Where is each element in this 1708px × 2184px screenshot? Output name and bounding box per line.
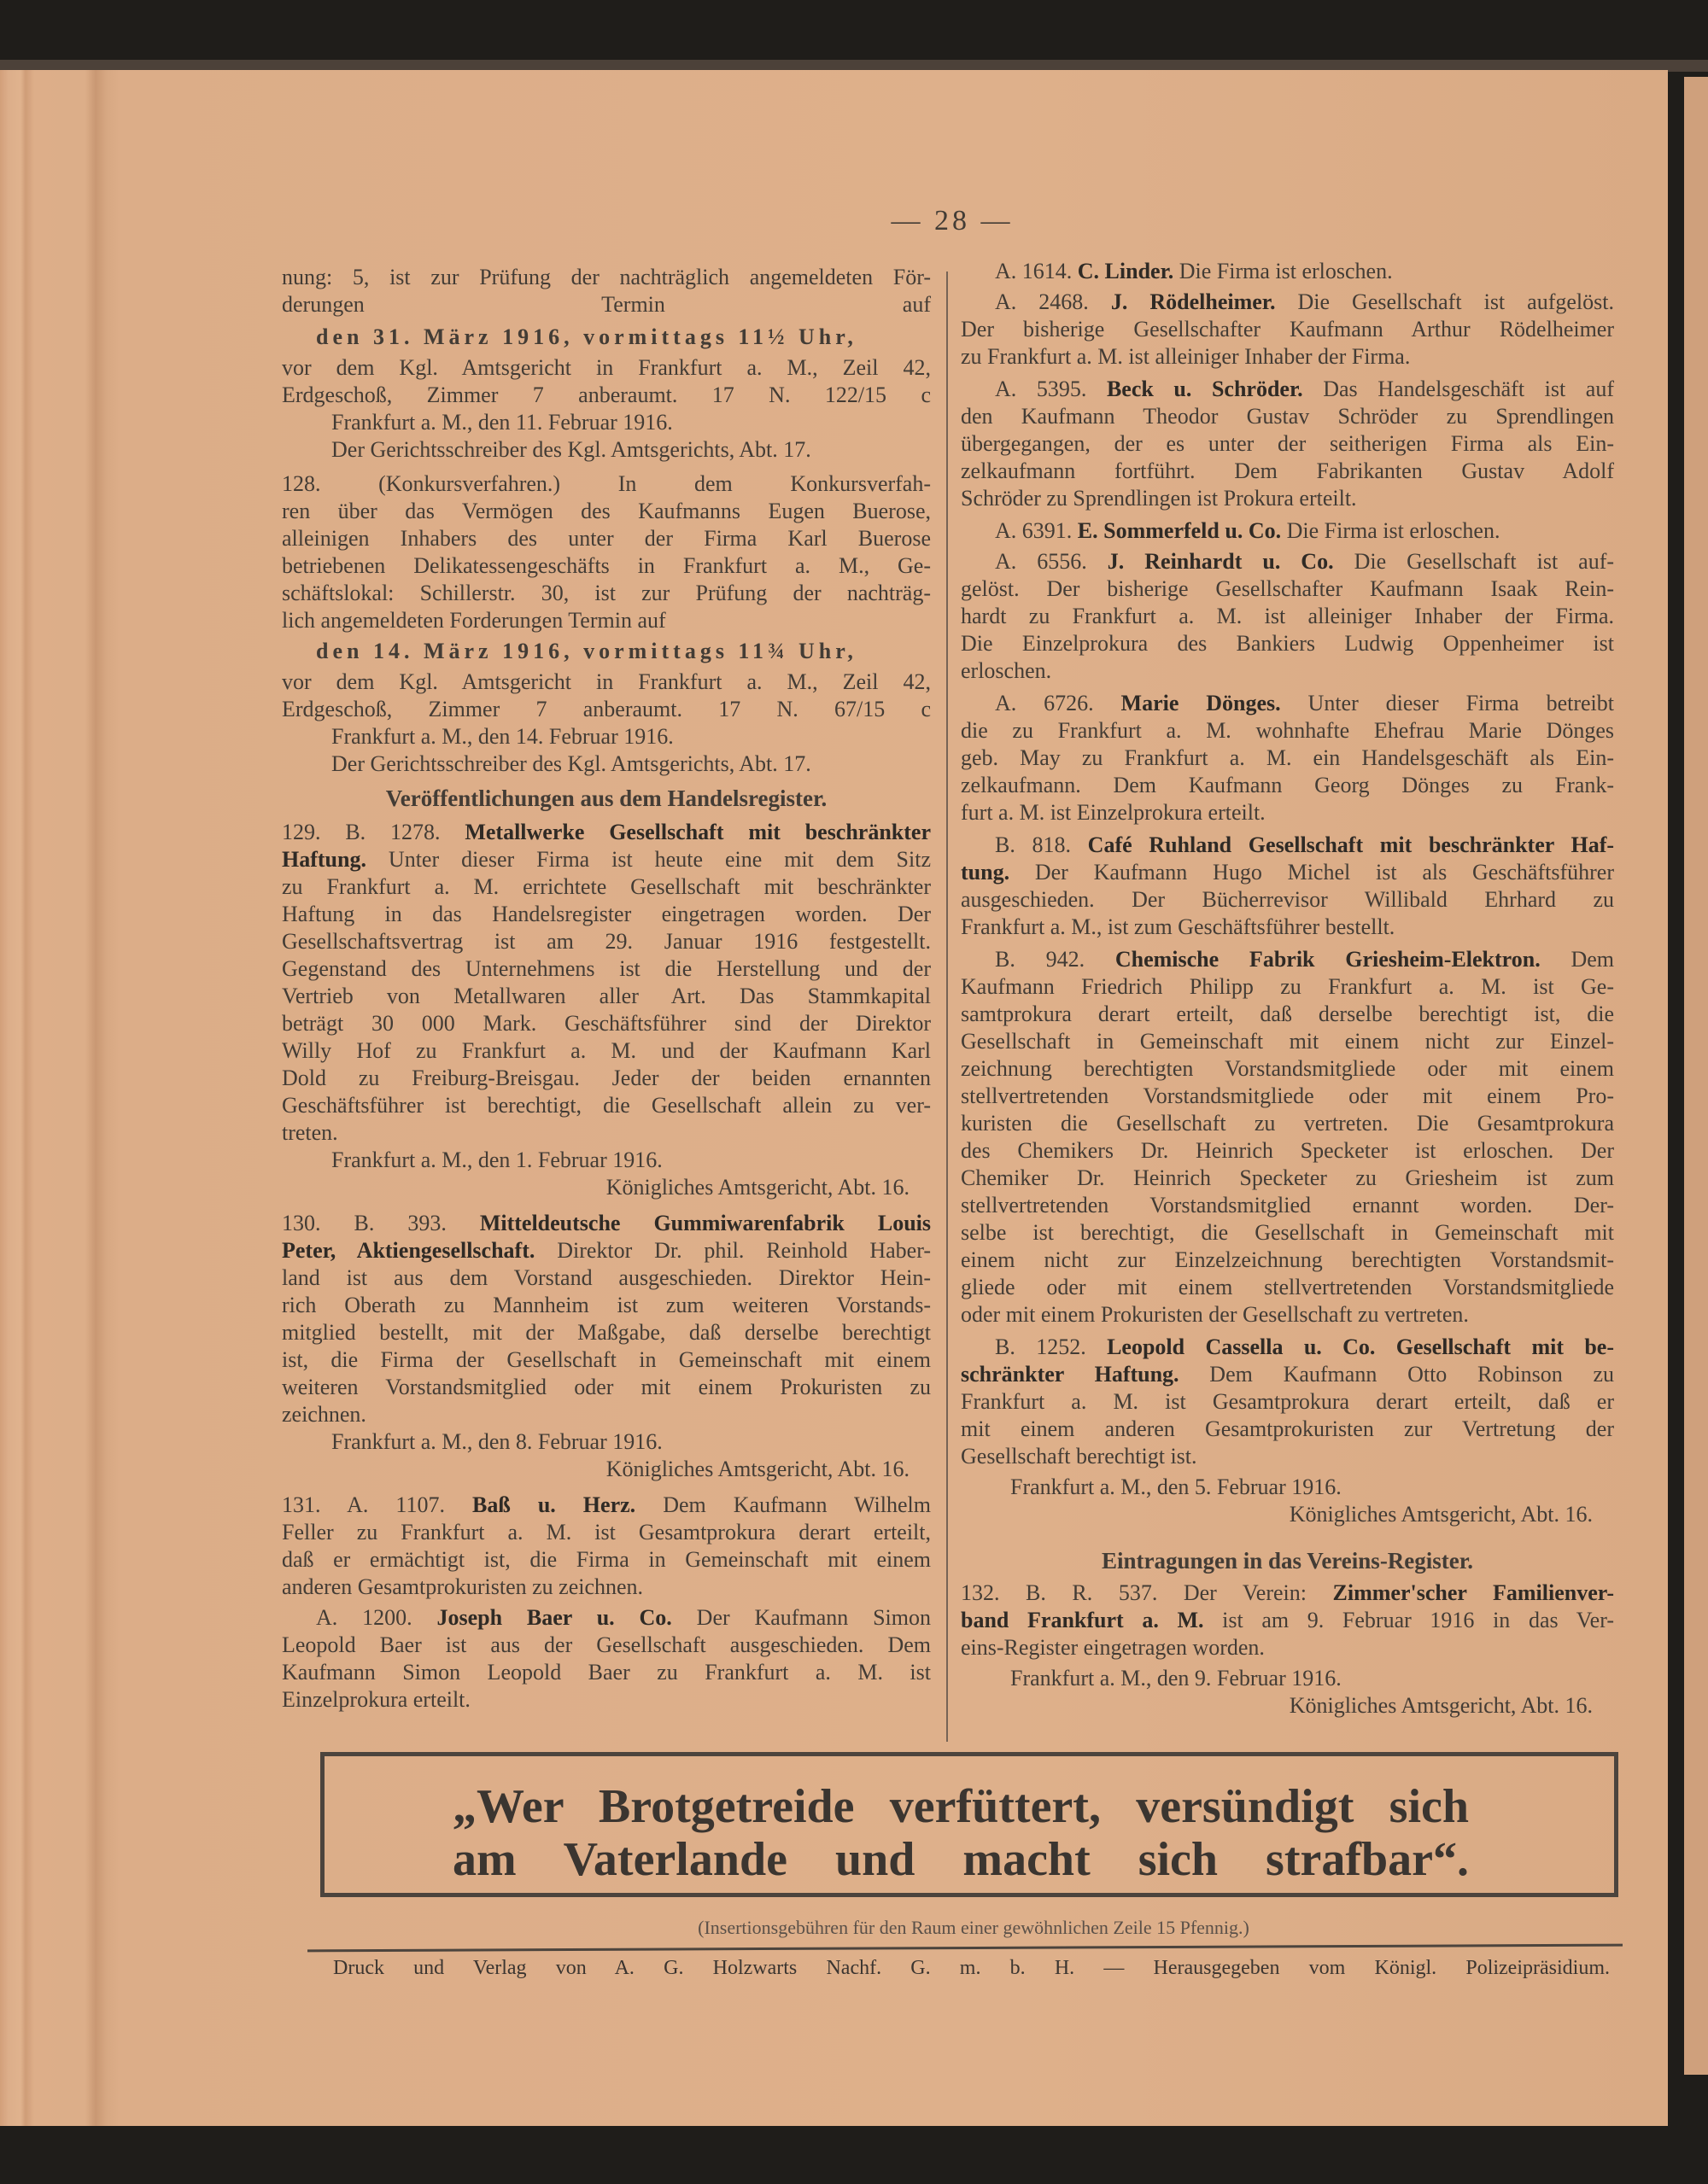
imprint: Druck und Verlag von A. G. Holzwarts Nachf. G. m. b. H. — Herausgegeben vom Königl. Polizeipräsidium. bbox=[333, 1957, 1610, 1979]
text-line bbox=[961, 548, 1614, 575]
text-line: furt a. M. ist Einzelprokura erteilt. bbox=[961, 800, 1266, 825]
text-span: Das Handelsgeschäft ist auf bbox=[1302, 377, 1614, 401]
text-span: 131. A. 1107. bbox=[282, 1492, 472, 1517]
text-line bbox=[961, 258, 1614, 285]
text-span: A. 2468. bbox=[995, 289, 1111, 314]
left-column bbox=[282, 264, 931, 1714]
page-number: — 28 — bbox=[891, 205, 1014, 237]
text-span: B. 942. bbox=[995, 947, 1115, 972]
text-line: selbe ist berechtigt, die Gesellschaft in Gemeinschaft mit bbox=[961, 1220, 1614, 1245]
text-line bbox=[961, 1334, 1614, 1361]
text-line: treten. bbox=[282, 1120, 338, 1145]
notice-131 bbox=[282, 1492, 931, 1601]
text-line: den Kaufmann Theodor Gustav Schröder zu Sprendlingen bbox=[961, 404, 1614, 429]
notice-entry bbox=[961, 258, 1614, 285]
notice-132 bbox=[961, 1580, 1614, 1661]
firm-name: Joseph Baer u. Co. bbox=[436, 1605, 672, 1630]
text-line bbox=[961, 946, 1614, 973]
text-line: Gesellschaftsvertrag ist am 29. Januar 1916 festgestellt. bbox=[282, 929, 931, 954]
firm-name: E. Sommerfeld u. Co. bbox=[1077, 518, 1282, 543]
firm-name: Chemische Fabrik Griesheim-Elektron. bbox=[1114, 947, 1541, 972]
text-span: Der Kaufmann Simon bbox=[671, 1605, 931, 1630]
notice-line-2: am Vaterlande und macht sich strafbar“. bbox=[453, 1833, 1469, 1886]
text-line: Frankfurt a. M., den 8. Februar 1916. bbox=[331, 1429, 663, 1454]
text-line: Der Gerichtsschreiber des Kgl. Amtsgerichts, Abt. 17. bbox=[331, 751, 811, 776]
firm-name: Peter, Aktiengesellschaft. bbox=[282, 1238, 535, 1263]
text-span: Direktor Dr. phil. Reinhold Haber- bbox=[535, 1238, 931, 1263]
text-line: Die Einzelprokura des Bankiers Ludwig Oppenheimer ist bbox=[961, 631, 1614, 656]
text-line bbox=[961, 376, 1614, 403]
signature bbox=[961, 1692, 1614, 1720]
notice-entry bbox=[961, 832, 1614, 941]
text-span: A. 5395. bbox=[995, 377, 1107, 401]
text-line: vor dem Kgl. Amtsgericht in Frankfurt a. M., Zeil 42, bbox=[282, 669, 931, 694]
firm-name: Haftung. bbox=[282, 847, 366, 872]
text-line bbox=[961, 517, 1614, 545]
text-line: erloschen. bbox=[961, 658, 1052, 683]
text-span: Die Gesellschaft ist auf- bbox=[1333, 549, 1615, 574]
firm-name: band Frankfurt a. M. bbox=[961, 1608, 1204, 1632]
text-line bbox=[282, 1210, 931, 1237]
firm-name: Zimmer'scher Familienver- bbox=[1332, 1580, 1614, 1605]
text-line: Erdgeschoß, Zimmer 7 anberaumt. 17 N. 67/15 c bbox=[282, 697, 931, 721]
text-line: des Chemikers Dr. Heinrich Specketer ist erloschen. Der bbox=[961, 1138, 1614, 1163]
text-line: weiteren Vorstandsmitglied oder mit einem Prokuristen zu bbox=[282, 1375, 931, 1399]
text-line: Gesellschaft in Gemeinschaft mit einem nicht zur Einzel- bbox=[961, 1029, 1614, 1054]
column-divider bbox=[946, 272, 948, 1742]
notice-130 bbox=[282, 1210, 931, 1428]
text-line bbox=[282, 1237, 931, 1264]
text-line: Der bisherige Gesellschafter Kaufmann Arthur Rödelheimer bbox=[961, 317, 1614, 342]
section-heading bbox=[961, 1547, 1614, 1574]
notice-entry bbox=[961, 946, 1614, 1329]
text-line bbox=[282, 1604, 931, 1632]
text-line: Willy Hof zu Frankfurt a. M. und der Kaufmann Karl bbox=[282, 1038, 931, 1063]
notice-entry bbox=[961, 289, 1614, 371]
notice-entry bbox=[961, 517, 1614, 545]
text-line: ausgeschieden. Der Bücherrevisor Willibald Ehrhard zu bbox=[961, 887, 1614, 912]
notice-128 bbox=[282, 470, 931, 634]
text-line: Vertrieb von Metallwaren aller Art. Das Stammkapital bbox=[282, 984, 931, 1008]
text-line: Gesellschaft berechtigt ist. bbox=[961, 1444, 1197, 1469]
text-line: Erdgeschoß, Zimmer 7 anberaumt. 17 N. 122/15 c bbox=[282, 382, 931, 407]
text-line: Einzelprokura erteilt. bbox=[282, 1687, 471, 1712]
text-line: mitglied bestellt, mit der Maßgabe, daß derselbe berechtigt bbox=[282, 1320, 931, 1345]
text-span: Der Kaufmann Hugo Michel ist als Geschäftsführer bbox=[1009, 860, 1614, 885]
text-line bbox=[961, 832, 1614, 859]
text-line: Kaufmann Simon Leopold Baer zu Frankfurt a. M. ist bbox=[282, 1660, 931, 1685]
text-span: Dem Kaufmann Wilhelm bbox=[635, 1492, 931, 1517]
text-line: nung: 5, ist zur Prüfung der nachträglich angemeldeten För- bbox=[282, 265, 931, 289]
text-line: betriebenen Delikatessengeschäfts in Frankfurt a. M., Ge- bbox=[282, 553, 931, 578]
text-line: Eintragungen in das Vereins-Register. bbox=[1101, 1548, 1474, 1574]
text-span: Dem Kaufmann Otto Robinson zu bbox=[1179, 1362, 1614, 1387]
dateline bbox=[282, 1147, 931, 1174]
text-span: A. 6556. bbox=[995, 549, 1108, 574]
text-line: rich Oberath zu Mannheim ist zum weiteren Vorstands- bbox=[282, 1293, 931, 1317]
text-line: Frankfurt a. M., ist zum Geschäftsführer bestellt. bbox=[961, 914, 1395, 939]
text-line: oder mit einem Prokuristen der Gesellschaft zu vertreten. bbox=[961, 1302, 1469, 1327]
text-span: A. 6726. bbox=[995, 691, 1121, 715]
signature bbox=[282, 1456, 931, 1483]
signature bbox=[282, 750, 931, 778]
text-line: gelöst. Der bisherige Gesellschafter Kaufmann Isaak Rein- bbox=[961, 576, 1614, 601]
signature bbox=[282, 436, 931, 464]
text-line: zeichnung berechtigten Vorstandsmitgliede oder mit einem bbox=[961, 1056, 1614, 1081]
text-line: schäftslokal: Schillerstr. 30, ist zur Prüfung der nachträg- bbox=[282, 581, 931, 605]
notice-129 bbox=[282, 819, 931, 1147]
text-span: B. 1252. bbox=[995, 1334, 1108, 1359]
text-line: Frankfurt a. M., den 5. Februar 1916. bbox=[1010, 1474, 1342, 1499]
firm-name: C. Linder. bbox=[1077, 259, 1174, 283]
text-span: A. 6391. bbox=[995, 518, 1078, 543]
text-line bbox=[961, 289, 1614, 316]
next-page-edge bbox=[1684, 77, 1708, 2075]
text-line: kuristen die Gesellschaft zu vertreten. Die Gesamtprokura bbox=[961, 1111, 1614, 1136]
section-heading bbox=[282, 785, 931, 812]
notice-entry bbox=[961, 690, 1614, 826]
text-line: Dold zu Freiburg-Breisgau. Jeder der beiden ernannten bbox=[282, 1066, 931, 1090]
text-line: Der Gerichtsschreiber des Kgl. Amtsgerichts, Abt. 17. bbox=[331, 437, 811, 462]
text-line: Königliches Amtsgericht, Abt. 16. bbox=[605, 1457, 910, 1481]
firm-name: Café Ruhland Gesellschaft mit beschränkter Haf- bbox=[1087, 832, 1615, 857]
text-line: zelkaufmann. Dem Kaufmann Georg Dönges zu Frank- bbox=[961, 773, 1614, 797]
text-line: zu Frankfurt a. M. ist alleiniger Inhaber der Firma. bbox=[961, 344, 1411, 369]
text-line: land ist aus dem Vorstand ausgeschieden. Direktor Hein- bbox=[282, 1265, 931, 1290]
notice-entry bbox=[961, 1334, 1614, 1470]
text-line: Frankfurt a. M., den 14. Februar 1916. bbox=[331, 724, 674, 749]
notice-entry bbox=[961, 376, 1614, 512]
text-span: Unter dieser Firma betreibt bbox=[1280, 691, 1614, 715]
text-line: übergegangen, der es unter der seitherigen Firma als Ein- bbox=[961, 431, 1614, 456]
dateline bbox=[961, 1474, 1614, 1501]
firm-name: tung. bbox=[961, 860, 1010, 885]
text-line: einem nicht zur Einzelzeichnung berechtigten Vorstandsmit- bbox=[961, 1247, 1614, 1272]
text-line bbox=[282, 819, 931, 846]
text-line: zelkaufmann fortführt. Dem Fabrikanten Gustav Adolf bbox=[961, 458, 1614, 483]
text-line: hardt zu Frankfurt a. M. ist alleiniger Inhaber der Firma. bbox=[961, 604, 1614, 628]
text-line: eins-Register eingetragen worden. bbox=[961, 1635, 1265, 1660]
text-line: derungen Termin auf bbox=[282, 292, 931, 317]
signature bbox=[282, 1174, 931, 1201]
text-line: Königliches Amtsgericht, Abt. 16. bbox=[1289, 1502, 1593, 1527]
dateline bbox=[282, 723, 931, 750]
text-line: die zu Frankfurt a. M. wohnhafte Ehefrau Marie Dönges bbox=[961, 718, 1614, 743]
firm-name: Metallwerke Gesellschaft mit beschränkter bbox=[465, 820, 932, 844]
text-line: alleinigen Inhabers des unter der Firma Karl Buerose bbox=[282, 526, 931, 551]
notice-box bbox=[320, 1752, 1618, 1897]
text-span: 129. B. 1278. bbox=[282, 820, 465, 844]
text-line bbox=[961, 1361, 1614, 1388]
text-line bbox=[961, 859, 1614, 886]
text-line: vor dem Kgl. Amtsgericht in Frankfurt a. M., Zeil 42, bbox=[282, 355, 931, 380]
text-line: beträgt 30 000 Mark. Geschäftsführer sind der Direktor bbox=[282, 1011, 931, 1036]
text-span: B. 818. bbox=[995, 832, 1088, 857]
firm-name: Marie Dönges. bbox=[1120, 691, 1281, 715]
text-line: Geschäftsführer ist berechtigt, die Gesellschaft allein zu ver- bbox=[282, 1093, 931, 1118]
text-line: Haftung in das Handelsregister eingetragen worden. Der bbox=[282, 902, 931, 926]
insertion-fee-note: (Insertionsgebühren für den Raum einer gewöhnlichen Zeile 15 Pfennig.) bbox=[698, 1917, 1249, 1938]
paragraph-continuation bbox=[282, 264, 931, 318]
hearing-location bbox=[282, 354, 931, 409]
text-line: Königliches Amtsgericht, Abt. 16. bbox=[605, 1175, 910, 1200]
text-line: zeichnen. bbox=[282, 1402, 366, 1427]
text-line: Kaufmann Friedrich Philipp zu Frankfurt a. M. ist Ge- bbox=[961, 974, 1614, 999]
text-line: Frankfurt a. M., den 11. Februar 1916. bbox=[331, 410, 673, 435]
firm-name: Mitteldeutsche Gummiwarenfabrik Louis bbox=[479, 1211, 931, 1235]
text-line: Chemiker Dr. Heinrich Specketer zu Griesheim ist zum bbox=[961, 1165, 1614, 1190]
text-line: ist, die Firma der Gesellschaft in Gemeinschaft mit einem bbox=[282, 1347, 931, 1372]
text-line: Veröffentlichungen aus dem Handelsregister. bbox=[385, 785, 828, 811]
hearing-date bbox=[282, 638, 931, 665]
dateline bbox=[282, 409, 931, 436]
text-span: A. 1200. bbox=[316, 1605, 437, 1630]
notice-entry bbox=[282, 1604, 931, 1714]
text-line: stellvertretenden Vorstandsmitgliede oder mit einem Pro- bbox=[961, 1083, 1614, 1108]
signature bbox=[961, 1501, 1614, 1528]
text-line: mit einem anderen Gesamtprokuristen zur Vertretung der bbox=[961, 1416, 1614, 1441]
text-span: ist am 9. Februar 1916 in das Ver- bbox=[1203, 1608, 1615, 1632]
hearing-date bbox=[282, 324, 931, 351]
text-line bbox=[282, 846, 931, 873]
text-line: ren über das Vermögen des Kaufmanns Eugen Buerose, bbox=[282, 499, 931, 523]
dateline bbox=[282, 1428, 931, 1456]
text-line: Leopold Baer ist aus der Gesellschaft ausgeschieden. Dem bbox=[282, 1632, 931, 1657]
notice-entry bbox=[961, 548, 1614, 685]
text-line bbox=[961, 1607, 1614, 1634]
text-span: Unter dieser Firma ist heute eine mit dem Sitz bbox=[366, 847, 931, 872]
text-line: Frankfurt a. M., den 1. Februar 1916. bbox=[331, 1147, 663, 1172]
text-line: den 14. März 1916, vormittags 11¾ Uhr, bbox=[316, 639, 857, 663]
text-line: samtprokura derart erteilt, daß derselbe berechtigt ist, die bbox=[961, 1001, 1614, 1026]
text-line bbox=[282, 1492, 931, 1519]
text-line: Königliches Amtsgericht, Abt. 16. bbox=[1289, 1693, 1593, 1718]
text-line: zu Frankfurt a. M. errichtete Gesellschaft mit beschränkter bbox=[282, 874, 931, 899]
text-span: 130. B. 393. bbox=[282, 1211, 480, 1235]
right-column bbox=[961, 258, 1614, 1720]
text-span: A. 1614. bbox=[995, 259, 1078, 283]
firm-name: Leopold Cassella u. Co. Gesellschaft mit be- bbox=[1107, 1334, 1615, 1359]
text-span: Dem bbox=[1540, 947, 1614, 972]
notice-line-1: „Wer Brotgetreide verfüttert, versündigt sich bbox=[453, 1780, 1469, 1833]
text-span: 132. B. R. 537. Der Verein: bbox=[961, 1580, 1333, 1605]
text-line: daß er ermächtigt ist, die Firma in Gemeinschaft mit einem bbox=[282, 1547, 931, 1572]
text-line: lich angemeldeten Forderungen Termin auf bbox=[282, 608, 666, 633]
text-line: gliede oder mit einem stellvertretenden Vorstandsmitgliede bbox=[961, 1275, 1614, 1299]
firm-name: schränkter Haftung. bbox=[961, 1362, 1179, 1387]
text-span: Die Gesellschaft ist aufgelöst. bbox=[1275, 289, 1614, 314]
firm-name: Beck u. Schröder. bbox=[1106, 377, 1303, 401]
text-line: anderen Gesamtprokuristen zu zeichnen. bbox=[282, 1574, 644, 1599]
text-line: Gegenstand des Unternehmens ist die Herstellung und der bbox=[282, 956, 931, 981]
text-line: den 31. März 1916, vormittags 11½ Uhr, bbox=[316, 324, 857, 349]
text-line bbox=[961, 1580, 1614, 1607]
firm-name: J. Reinhardt u. Co. bbox=[1107, 549, 1334, 574]
text-line bbox=[961, 690, 1614, 717]
hearing-location bbox=[282, 669, 931, 723]
text-line: Feller zu Frankfurt a. M. ist Gesamtprokura derart erteilt, bbox=[282, 1520, 931, 1545]
text-line: 128. (Konkursverfahren.) In dem Konkursverfah- bbox=[282, 471, 931, 496]
firm-name: J. Rödelheimer. bbox=[1110, 289, 1276, 314]
text-line: Frankfurt a. M. ist Gesamtprokura derart erteilt, daß er bbox=[961, 1389, 1614, 1414]
dateline bbox=[961, 1665, 1614, 1692]
text-line: geb. May zu Frankfurt a. M. ein Handelsgeschäft als Ein- bbox=[961, 745, 1614, 770]
text-line: Frankfurt a. M., den 9. Februar 1916. bbox=[1010, 1666, 1342, 1691]
text-span: Die Firma ist erloschen. bbox=[1281, 518, 1500, 543]
text-span: Die Firma ist erloschen. bbox=[1173, 259, 1393, 283]
text-line: Schröder zu Sprendlingen ist Prokura erteilt. bbox=[961, 486, 1357, 511]
firm-name: Baß u. Herz. bbox=[471, 1492, 636, 1517]
text-line: stellvertretenden Vorstandsmitglied ernannt worden. Der- bbox=[961, 1193, 1614, 1218]
